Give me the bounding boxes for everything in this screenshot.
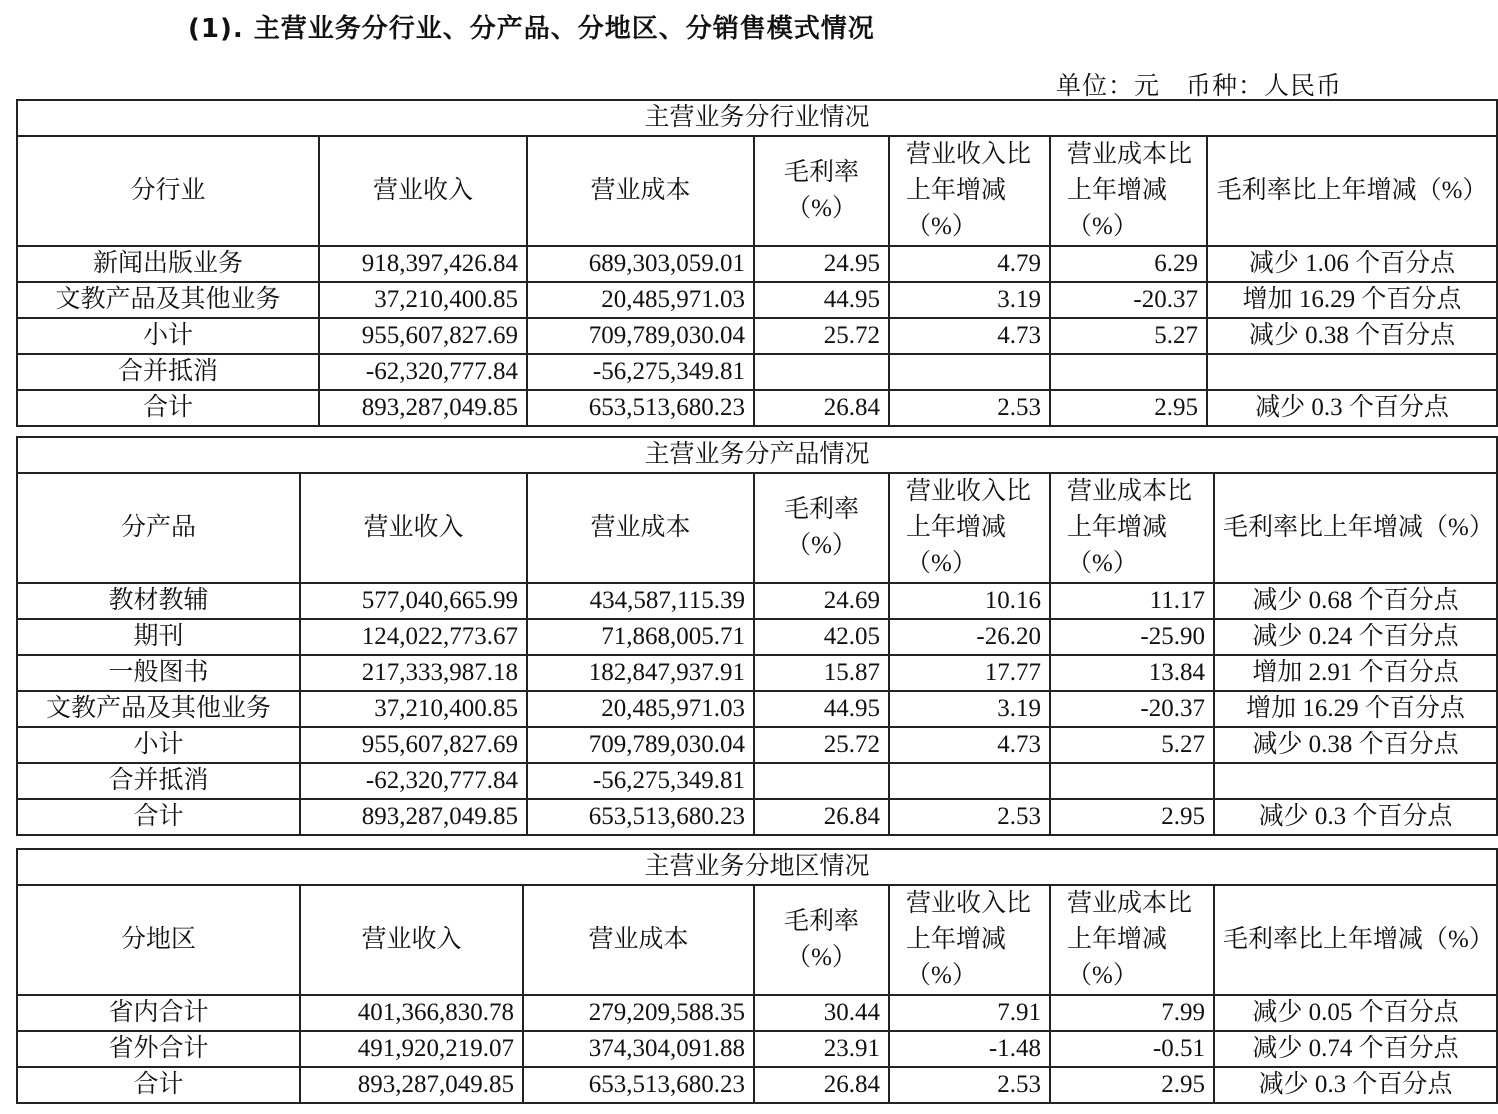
margin-change-cell: 增加 2.91 个百分点: [1214, 655, 1497, 691]
gross-margin-cell: 25.72: [754, 727, 889, 763]
table-caption: 主营业务分产品情况: [17, 437, 1497, 473]
table-row: [17, 246, 1497, 282]
row-label: 合并抵消: [17, 354, 319, 390]
column-header-gross-margin: 毛利率（%）: [754, 473, 889, 583]
column-header-gross-margin: 毛利率（%）: [754, 885, 889, 995]
revenue-change-cell: 3.19: [889, 282, 1050, 318]
cost-cell: 653,513,680.23: [527, 799, 754, 835]
column-header-cost-change: 营业成本比上年增减（%）: [1050, 473, 1214, 583]
header-row: [17, 136, 1497, 246]
revenue-change-cell: 2.53: [889, 390, 1050, 426]
revenue-cell: 893,287,049.85: [300, 799, 527, 835]
margin-change-cell: 减少 0.3 个百分点: [1214, 1067, 1497, 1103]
cost-cell: 279,209,588.35: [523, 995, 754, 1031]
table-row: [17, 354, 1497, 390]
column-header-category: 分行业: [17, 136, 319, 246]
table-row: [17, 318, 1497, 354]
gross-margin-cell: 26.84: [754, 1067, 889, 1103]
revenue-change-cell: 2.53: [889, 1067, 1050, 1103]
revenue-cell: 491,920,219.07: [300, 1031, 523, 1067]
column-header-margin-change: 毛利率比上年增减（%）: [1207, 136, 1497, 246]
revenue-change-cell: 17.77: [889, 655, 1050, 691]
column-header-category: 分产品: [17, 473, 300, 583]
cost-change-cell: 2.95: [1050, 1067, 1214, 1103]
cost-cell: 709,789,030.04: [527, 318, 754, 354]
margin-change-cell: 减少 0.3 个百分点: [1214, 799, 1497, 835]
table-row: [17, 282, 1497, 318]
gross-margin-cell: 30.44: [754, 995, 889, 1031]
margin-change-cell: 增加 16.29 个百分点: [1207, 282, 1497, 318]
row-label: 教材教辅: [17, 583, 300, 619]
revenue-change-cell: [889, 763, 1050, 799]
revenue-cell: 37,210,400.85: [300, 691, 527, 727]
margin-change-cell: 减少 0.38 个百分点: [1207, 318, 1497, 354]
table-row: [17, 619, 1497, 655]
column-header-cost: 营业成本: [523, 885, 754, 995]
margin-change-cell: 减少 0.68 个百分点: [1214, 583, 1497, 619]
revenue-cell: 893,287,049.85: [300, 1067, 523, 1103]
cost-change-cell: -25.90: [1050, 619, 1214, 655]
unit-currency-note: 单位：元 币种：人民币: [1056, 73, 1343, 100]
cost-change-cell: -20.37: [1050, 691, 1214, 727]
row-label: 期刊: [17, 619, 300, 655]
gross-margin-cell: 26.84: [754, 390, 889, 426]
row-label: 新闻出版业务: [17, 246, 319, 282]
gross-margin-cell: 42.05: [754, 619, 889, 655]
table-row: [17, 691, 1497, 727]
table-row: [17, 655, 1497, 691]
gross-margin-cell: 15.87: [754, 655, 889, 691]
industry-table: [16, 99, 1498, 427]
row-label: 省外合计: [17, 1031, 300, 1067]
cost-cell: 689,303,059.01: [527, 246, 754, 282]
margin-change-cell: 减少 0.05 个百分点: [1214, 995, 1497, 1031]
row-label: 合计: [17, 390, 319, 426]
revenue-change-cell: [889, 354, 1050, 390]
column-header-revenue: 营业收入: [300, 473, 527, 583]
gross-margin-cell: 26.84: [754, 799, 889, 835]
cost-change-cell: 6.29: [1050, 246, 1207, 282]
gross-margin-cell: [754, 354, 889, 390]
margin-change-cell: 减少 0.3 个百分点: [1207, 390, 1497, 426]
table-caption: 主营业务分行业情况: [17, 100, 1497, 136]
column-header-category: 分地区: [17, 885, 300, 995]
cost-change-cell: 13.84: [1050, 655, 1214, 691]
revenue-cell: 955,607,827.69: [300, 727, 527, 763]
gross-margin-cell: 44.95: [754, 691, 889, 727]
row-label: 文教产品及其他业务: [17, 282, 319, 318]
cost-cell: 374,304,091.88: [523, 1031, 754, 1067]
column-header-margin-change: 毛利率比上年增减（%）: [1214, 473, 1497, 583]
column-header-cost: 营业成本: [527, 136, 754, 246]
revenue-cell: 37,210,400.85: [319, 282, 527, 318]
cost-cell: 182,847,937.91: [527, 655, 754, 691]
revenue-change-cell: 4.73: [889, 318, 1050, 354]
table-row: [17, 995, 1497, 1031]
cost-cell: 20,485,971.03: [527, 282, 754, 318]
table-row: [17, 583, 1497, 619]
cost-change-cell: -0.51: [1050, 1031, 1214, 1067]
header-row: [17, 473, 1497, 583]
margin-change-cell: [1207, 354, 1497, 390]
section-heading: (1). 主营业务分行业、分产品、分地区、分销售模式情况: [188, 14, 875, 44]
row-label: 省内合计: [17, 995, 300, 1031]
cost-cell: 653,513,680.23: [523, 1067, 754, 1103]
column-header-revenue: 营业收入: [319, 136, 527, 246]
revenue-change-cell: 10.16: [889, 583, 1050, 619]
revenue-change-cell: -1.48: [889, 1031, 1050, 1067]
revenue-cell: 124,022,773.67: [300, 619, 527, 655]
column-header-revenue: 营业收入: [300, 885, 523, 995]
table-row: [17, 390, 1497, 426]
revenue-change-cell: -26.20: [889, 619, 1050, 655]
margin-change-cell: 减少 1.06 个百分点: [1207, 246, 1497, 282]
margin-change-cell: 减少 0.24 个百分点: [1214, 619, 1497, 655]
gross-margin-cell: 24.95: [754, 246, 889, 282]
table-row: [17, 727, 1497, 763]
table-row: [17, 1067, 1497, 1103]
column-header-margin-change: 毛利率比上年增减（%）: [1214, 885, 1497, 995]
row-label: 文教产品及其他业务: [17, 691, 300, 727]
revenue-cell: -62,320,777.84: [319, 354, 527, 390]
product-table: [16, 436, 1498, 836]
column-header-revenue-change: 营业收入比上年增减（%）: [889, 885, 1050, 995]
row-label: 一般图书: [17, 655, 300, 691]
column-header-gross-margin: 毛利率（%）: [754, 136, 889, 246]
cost-change-cell: 5.27: [1050, 727, 1214, 763]
gross-margin-cell: 24.69: [754, 583, 889, 619]
region-table: [16, 848, 1498, 1104]
cost-cell: -56,275,349.81: [527, 354, 754, 390]
cost-change-cell: 7.99: [1050, 995, 1214, 1031]
cost-cell: 71,868,005.71: [527, 619, 754, 655]
column-header-revenue-change: 营业收入比上年增减（%）: [889, 136, 1050, 246]
gross-margin-cell: 25.72: [754, 318, 889, 354]
cost-change-cell: 2.95: [1050, 799, 1214, 835]
cost-cell: 653,513,680.23: [527, 390, 754, 426]
revenue-cell: 918,397,426.84: [319, 246, 527, 282]
revenue-cell: -62,320,777.84: [300, 763, 527, 799]
table-caption: 主营业务分地区情况: [17, 849, 1497, 885]
cost-change-cell: 2.95: [1050, 390, 1207, 426]
gross-margin-cell: [754, 763, 889, 799]
revenue-change-cell: 7.91: [889, 995, 1050, 1031]
cost-change-cell: -20.37: [1050, 282, 1207, 318]
column-header-revenue-change: 营业收入比上年增减（%）: [889, 473, 1050, 583]
cost-change-cell: 11.17: [1050, 583, 1214, 619]
revenue-cell: 955,607,827.69: [319, 318, 527, 354]
column-header-cost: 营业成本: [527, 473, 754, 583]
row-label: 合计: [17, 1067, 300, 1103]
header-row: [17, 885, 1497, 995]
column-header-cost-change: 营业成本比上年增减（%）: [1050, 136, 1207, 246]
gross-margin-cell: 23.91: [754, 1031, 889, 1067]
cost-change-cell: [1050, 354, 1207, 390]
margin-change-cell: 减少 0.74 个百分点: [1214, 1031, 1497, 1067]
margin-change-cell: [1214, 763, 1497, 799]
cost-change-cell: 5.27: [1050, 318, 1207, 354]
revenue-change-cell: 3.19: [889, 691, 1050, 727]
cost-cell: 709,789,030.04: [527, 727, 754, 763]
cost-change-cell: [1050, 763, 1214, 799]
margin-change-cell: 减少 0.38 个百分点: [1214, 727, 1497, 763]
row-label: 合计: [17, 799, 300, 835]
row-label: 合并抵消: [17, 763, 300, 799]
revenue-cell: 401,366,830.78: [300, 995, 523, 1031]
table-row: [17, 1031, 1497, 1067]
margin-change-cell: 增加 16.29 个百分点: [1214, 691, 1497, 727]
revenue-cell: 893,287,049.85: [319, 390, 527, 426]
column-header-cost-change: 营业成本比上年增减（%）: [1050, 885, 1214, 995]
cost-cell: 20,485,971.03: [527, 691, 754, 727]
cost-cell: -56,275,349.81: [527, 763, 754, 799]
revenue-change-cell: 2.53: [889, 799, 1050, 835]
gross-margin-cell: 44.95: [754, 282, 889, 318]
revenue-cell: 577,040,665.99: [300, 583, 527, 619]
row-label: 小计: [17, 727, 300, 763]
revenue-change-cell: 4.73: [889, 727, 1050, 763]
table-row: [17, 799, 1497, 835]
cost-cell: 434,587,115.39: [527, 583, 754, 619]
row-label: 小计: [17, 318, 319, 354]
revenue-change-cell: 4.79: [889, 246, 1050, 282]
table-row: [17, 763, 1497, 799]
revenue-cell: 217,333,987.18: [300, 655, 527, 691]
